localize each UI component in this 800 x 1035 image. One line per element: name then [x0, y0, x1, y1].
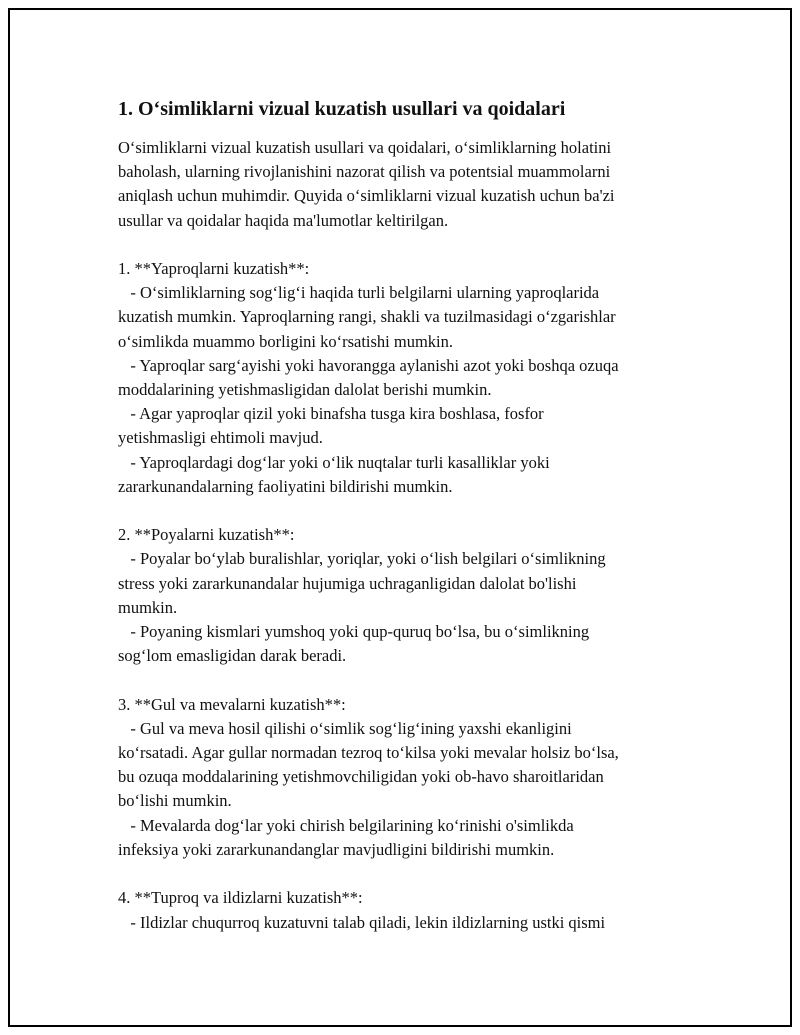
- document-body-text: O‘simliklarni vizual kuzatish usullari va qoidalari, o‘simliklarning holatini baholash, ularning rivojlanishini nazorat qilish va potentsial muammolarni aniqlash uchun muhimdir. Quyida o‘simliklarni vizual kuzatish uchun ba'zi usullar va qoidalar haqida ma'lumotlar keltirilgan. 1. **Yaproqlarni kuzatish**: - O‘simliklarning sog‘lig‘i haqida turli belgilarni ularning yaproqlarida kuzatish mumkin. Yaproqlarning rangi, shakli va tuzilmasidagi o‘zgarishlar o‘simlikda muammo borligini ko‘rsatishi mumkin. - Yaproqlar sarg‘ayishi yoki havorangga aylanishi azot yoki boshqa ozuqa moddalarining yetishmasligidan dalolat berishi mumkin. - Agar yaproqlar qizil yoki binafsha tusga kira boshlasa, fosfor yetishmasligi ehtimoli mavjud. - Yaproqlardagi dog‘lar yoki o‘lik nuqtalar turli kasalliklar yoki zararkunandalarning faoliyatini bildirishi mumkin. 2. **Poyalarni kuzatish**: - Poyalar bo‘ylab buralishlar, yoriqlar, yoki o‘lish belgilari o‘simlikning stress yoki zararkunandalar hujumiga uchraganligidan dalolat bo'lishi mumkin. - Poyaning kismlari yumshoq yoki qup-quruq bo‘lsa, bu o‘simlikning sog‘lom emasligidan darak beradi. 3. **Gul va mevalarni kuzatish**: - Gul va meva hosil qilishi o‘simlik sog‘lig‘ining yaxshi ekanligini ko‘rsatadi. Agar gullar normadan tezroq to‘kilsa yoki mevalar holsiz bo‘lsa, bu ozuqa moddalarining yetishmovchiligidan yoki ob-havo sharoitlaridan bo‘lishi mumkin. - Mevalarda dog‘lar yoki chirish belgilarining ko‘rinishi o'simlikda infeksiya yoki zararkunandanglar mavjudligini bildirishi mumkin. 4. **Tuproq va ildizlarni kuzatish**: - Ildizlar chuqurroq kuzatuvni talab qiladi, lekin ildizlarning ustki qismi: [118, 138, 619, 932]
- document-page: [8, 8, 792, 1027]
- document-title: 1. O‘simliklarni vizual kuzatish usullari va qoidalari: [118, 98, 566, 120]
- document-content: [118, 96, 708, 935]
